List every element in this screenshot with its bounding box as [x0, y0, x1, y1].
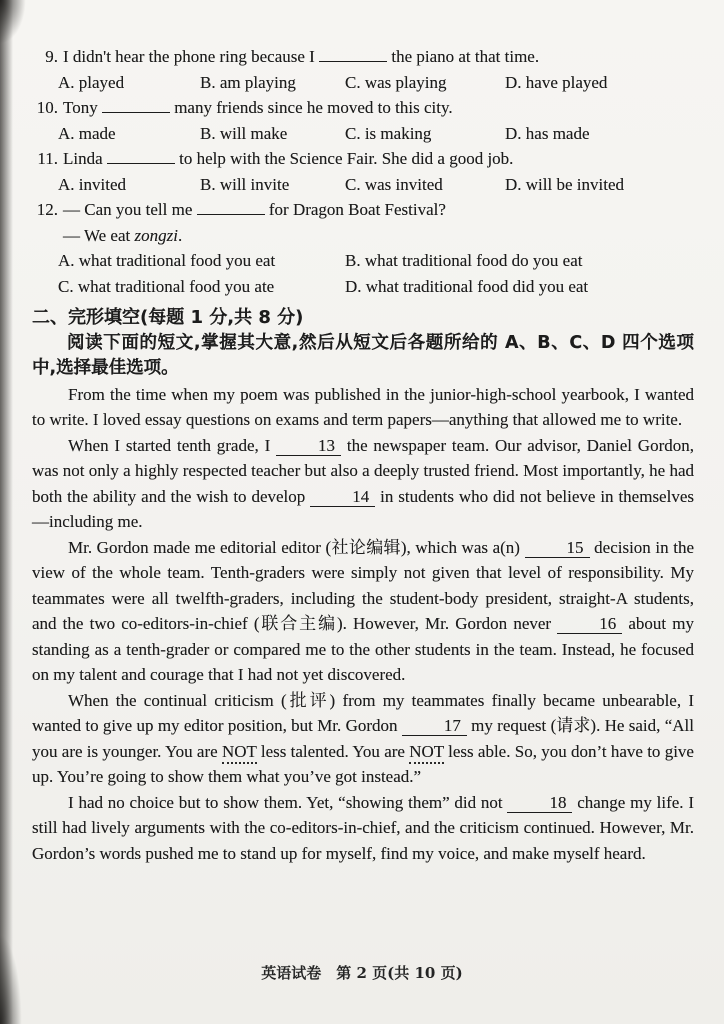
- question-stem: [32, 146, 694, 172]
- scan-corner-shadow-top: [0, 0, 26, 44]
- text-run: Linda: [63, 149, 107, 168]
- question-number: 12.: [36, 200, 58, 219]
- question-number: 9.: [45, 47, 58, 66]
- text-run: less talented. You are: [256, 741, 410, 761]
- emphasized-word: NOT: [409, 742, 444, 764]
- option-B: B. am playing: [200, 72, 296, 92]
- text-run: decision in the view of the whole team. Tenth-graders were simply not given that level of responsibility. My teammates were all twelfth-graders, including the student-body president, straight-A students, and the two co-editors-in-chief (联合主编). However, Mr. Gordon never: [32, 537, 694, 633]
- options-row: [32, 274, 694, 300]
- options-row: [32, 121, 694, 147]
- italic-term: zongzi: [134, 225, 178, 245]
- option-C: C. was playing: [345, 72, 447, 92]
- cloze-section-heading: 二、完形填空(每题 1 分,共 8 分): [32, 307, 304, 328]
- option-C: C. is making: [345, 123, 432, 143]
- passage-paragraph-1: [32, 382, 694, 433]
- text-run: — We eat: [63, 225, 135, 245]
- passage-paragraph-4: [32, 688, 694, 790]
- options-row: [32, 248, 694, 274]
- option-B: B. will invite: [200, 174, 290, 194]
- passage-paragraph-3: [32, 535, 694, 688]
- text-run: .: [177, 225, 183, 245]
- cloze-blank-13: 13: [276, 436, 341, 456]
- cloze-blank-14: 14: [310, 487, 375, 507]
- text-run: for Dragon Boat Festival?: [264, 200, 446, 219]
- option-D: D. what traditional food did you eat: [345, 276, 589, 296]
- question-stem: [32, 197, 694, 223]
- options-row: [32, 172, 694, 198]
- option-D: D. have played: [505, 72, 608, 92]
- passage-paragraph-2: [32, 433, 694, 535]
- option-A: A. invited: [58, 174, 126, 194]
- option-D: D. has made: [505, 123, 590, 143]
- text-run: my request (请求). He said, “All you are is younger. You are: [32, 716, 694, 761]
- question-stem: [32, 223, 694, 249]
- text-run: — Can you tell me: [63, 200, 197, 219]
- passage-paragraph-5: [32, 790, 694, 867]
- options-row: [32, 70, 694, 96]
- text-run: less able. So, you don’t have to give up. You’re going to show them what you’ve got instead.”: [32, 741, 694, 786]
- option-A: A. made: [58, 123, 116, 143]
- text-run: the piano at that time.: [387, 47, 540, 66]
- question-stem: [32, 95, 694, 121]
- text-run: to help with the Science Fair. She did a good job.: [174, 149, 514, 168]
- text-run: I didn't hear the phone ring because I: [63, 47, 320, 66]
- answer-blank: [197, 199, 265, 215]
- cloze-section: [32, 305, 694, 866]
- text-run: about my standing as a tenth-grader or compared me to the other students in the team. Instead, he focused on my talent and courage that I had not yet discovered.: [32, 614, 694, 684]
- option-C: C. was invited: [345, 174, 443, 194]
- footer-page-label: 英语试卷 第 2 页(共 10 页): [261, 964, 463, 982]
- answer-blank: [102, 97, 170, 113]
- question-12: [32, 197, 694, 299]
- option-A: A. what traditional food you eat: [58, 251, 276, 270]
- option-C: C. what traditional food you ate: [58, 276, 275, 296]
- cloze-blank-18: 18: [507, 793, 572, 813]
- question-number: 11.: [37, 149, 58, 168]
- option-D: D. will be invited: [505, 174, 624, 194]
- cloze-instructions: 阅读下面的短文,掌握其大意,然后从短文后各题所给的 A、B、C、D 四个选项中,选择最佳选项。: [32, 332, 694, 378]
- option-B: B. what traditional food do you eat: [345, 251, 583, 270]
- scan-edge-shadow: [0, 0, 13, 1024]
- text-run: From the time when my poem was published in the junior-high-school yearbook, I wanted to write. I loved essay questions on exams and term papers—anything that allowed me to write.: [32, 384, 694, 429]
- option-A: A. played: [58, 72, 125, 92]
- question-10: [32, 95, 694, 146]
- question-number: 10.: [36, 98, 58, 117]
- page-content: [32, 44, 694, 866]
- question-11: [32, 146, 694, 197]
- cloze-passage: [32, 382, 694, 867]
- cloze-blank-17: 17: [402, 716, 467, 736]
- text-run: Mr. Gordon made me editorial editor (社论编辑), which was a(n): [68, 537, 525, 557]
- text-run: in students who did not believe in themselves—including me.: [32, 486, 694, 531]
- text-run: When the continual criticism (批评) from my teammates finally became unbearable, I wanted to give up my editor position, but Mr. Gordon: [32, 690, 694, 735]
- question-9: [32, 44, 694, 95]
- text-run: the newspaper team. Our advisor, Daniel Gordon, was not only a highly respected teacher but also a deeply trusted friend. Most importantly, he had both the ability and the wish to develop: [32, 435, 694, 506]
- emphasized-word: NOT: [222, 742, 257, 764]
- cloze-blank-15: 15: [525, 538, 590, 558]
- answer-blank: [107, 148, 175, 164]
- answer-blank: [319, 46, 387, 62]
- text-run: Tony: [63, 98, 102, 117]
- text-run: many friends since he moved to this city.: [169, 98, 453, 117]
- cloze-blank-16: 16: [557, 614, 622, 634]
- option-B: B. will make: [200, 123, 288, 143]
- question-stem: [32, 44, 694, 70]
- grammar-questions: [32, 44, 694, 299]
- text-run: I had no choice but to show them. Yet, “showing them” did not: [68, 792, 508, 812]
- text-run: When I started tenth grade, I: [68, 435, 277, 455]
- text-run: change my life. I still had lively arguments with the co-editors-in-chief, and the criticism continued. However, Mr. Gordon’s words pushed me to stand up for myself, find my voice, and make myself heard.: [32, 792, 694, 863]
